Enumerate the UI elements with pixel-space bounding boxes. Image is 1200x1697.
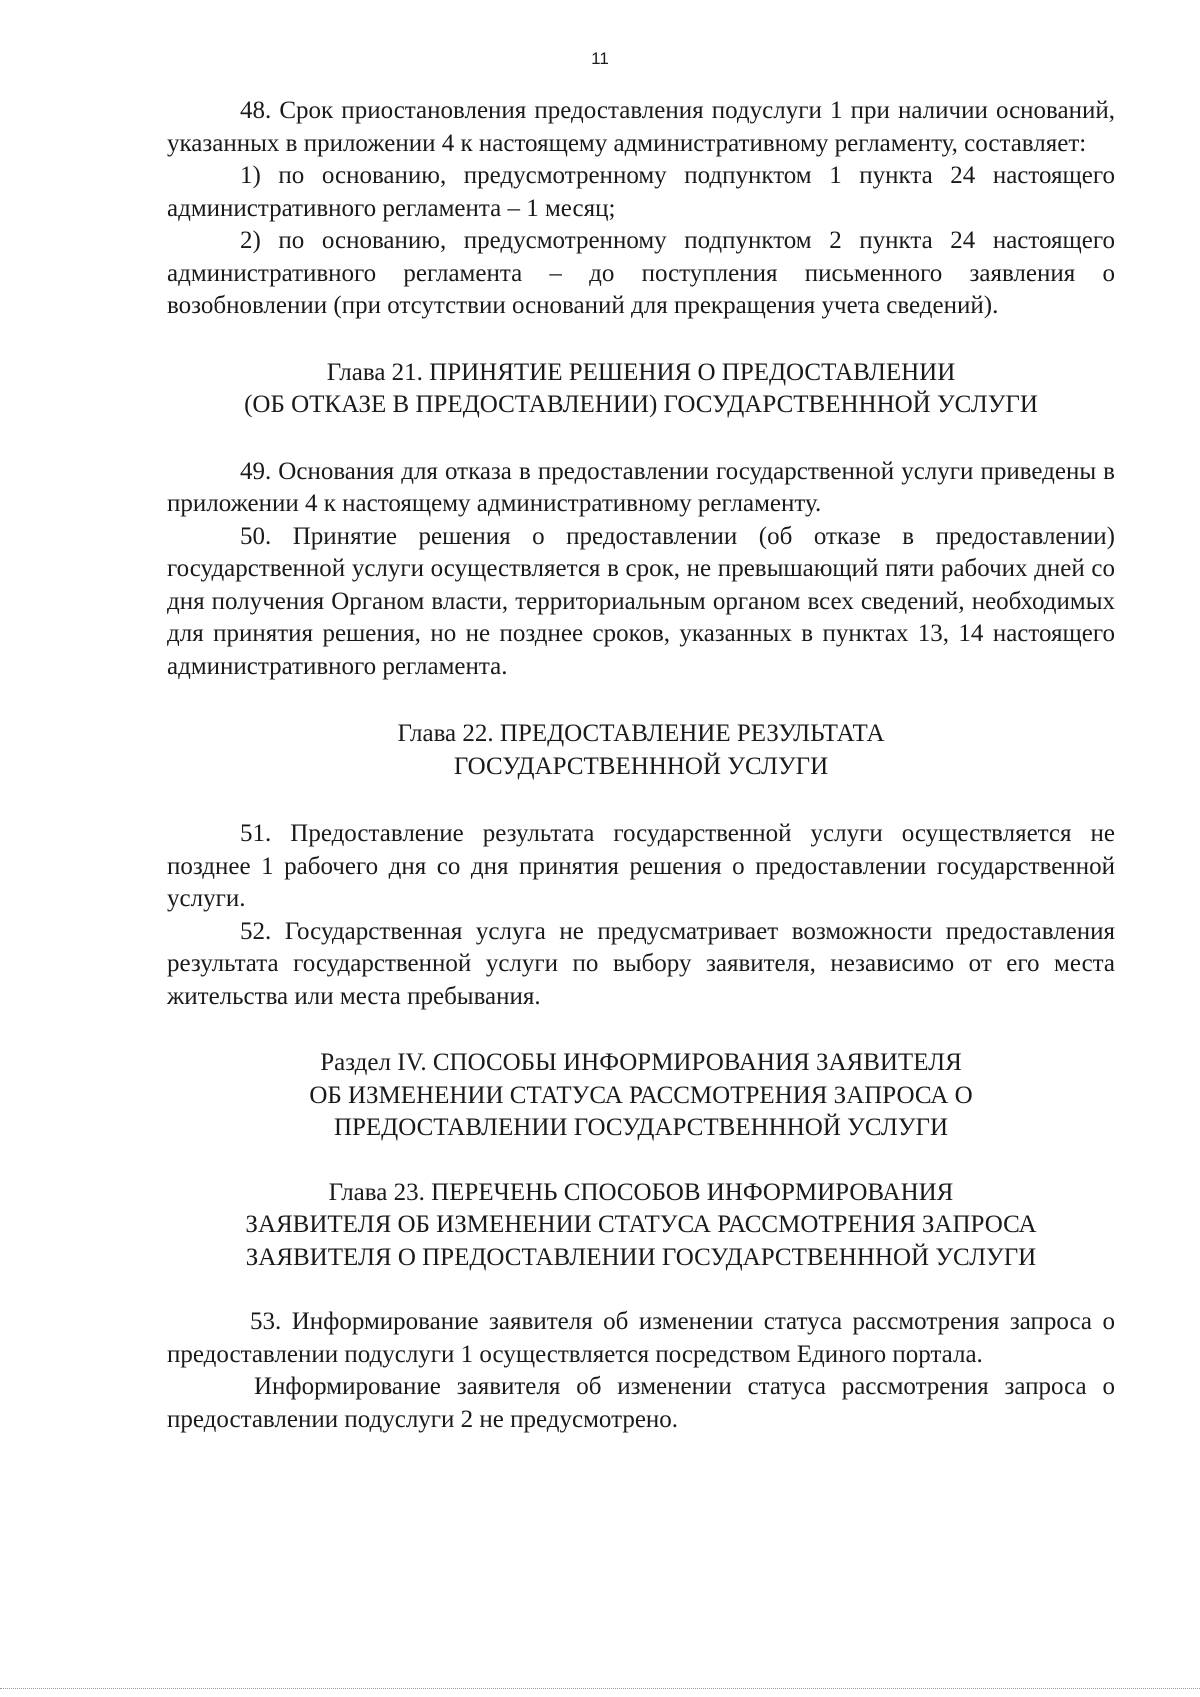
paragraph-53: 53. Информирование заявителя об изменении статуса рассмотрения запроса о предоставлении подуслуги 1 осуществляется посредством Единого портала. bbox=[167, 1308, 1115, 1368]
page-bottom-rule bbox=[0, 1688, 1200, 1689]
heading-line: ЗАЯВИТЕЛЯ О ПРЕДОСТАВЛЕНИИ ГОСУДАРСТВЕНННОЙ УСЛУГИ bbox=[245, 1243, 1037, 1271]
heading-line: Глава 23. ПЕРЕЧЕНЬ СПОСОБОВ ИНФОРМИРОВАНИЯ bbox=[328, 1178, 954, 1206]
heading-line: Глава 21. ПРИНЯТИЕ РЕШЕНИЯ О ПРЕДОСТАВЛЕНИИ bbox=[326, 358, 956, 386]
heading-line: ГОСУДАРСТВЕНННОЙ УСЛУГИ bbox=[453, 752, 829, 780]
heading-line: ОБ ИЗМЕНЕНИИ СТАТУСА РАССМОТРЕНИЯ ЗАПРОСА О bbox=[309, 1081, 973, 1109]
paragraph-51: 51. Предоставление результата государственной услуги осуществляется не позднее 1 рабочего дня со дня принятия решения о предоставлении государственной услуги. bbox=[167, 820, 1115, 912]
heading-line: ПРЕДОСТАВЛЕНИИ ГОСУДАРСТВЕНННОЙ УСЛУГИ bbox=[333, 1114, 949, 1141]
paragraph-48-item-1: 1) по основанию, предусмотренному подпунктом 1 пункта 24 настоящего административного регламента – 1 месяц; bbox=[167, 162, 1115, 222]
page-number: 11 bbox=[591, 49, 609, 68]
paragraph-50: 50. Принятие решения о предоставлении (об отказе в предоставлении) государственной услуги осуществляется в срок, не превышающий пяти рабочих дней со дня получения Органом власти, территориальным органом всех сведений, необходимых для принятия решения, но не позднее сроков, указанных в пунктах 13, 14 настоящего административного регламента. bbox=[167, 522, 1115, 680]
heading-line: Раздел IV. СПОСОБЫ ИНФОРМИРОВАНИЯ ЗАЯВИТЕЛЯ bbox=[320, 1049, 962, 1076]
paragraph-49: 49. Основания для отказа в предоставлении государственной услуги приведены в приложении 4 к настоящему административному регламенту. bbox=[167, 457, 1115, 517]
paragraph-48-item-2: 2) по основанию, предусмотренному подпунктом 2 пункта 24 настоящего административного регламента – до поступления письменного заявления о возобновлении (при отсутствии оснований для прекращения учета сведений). bbox=[167, 227, 1115, 319]
heading-line: ЗАЯВИТЕЛЯ ОБ ИЗМЕНЕНИИ СТАТУСА РАССМОТРЕНИЯ ЗАПРОСА bbox=[245, 1211, 1037, 1238]
section-4-heading bbox=[167, 1047, 1115, 1145]
paragraph-52: 52. Государственная услуга не предусматривает возможности предоставления результата государственной услуги по выбору заявителя, независимо от его места жительства или места пребывания. bbox=[167, 917, 1115, 1010]
paragraph-53-continued: Информирование заявителя об изменении статуса рассмотрения запроса о предоставлении подуслуги 2 не предусмотрено. bbox=[167, 1373, 1115, 1433]
chapter-23-heading bbox=[167, 1177, 1115, 1275]
paragraph-48: 48. Срок приостановления предоставления подуслуги 1 при наличии оснований, указанных в приложении 4 к настоящему административному регламенту, составляет: bbox=[167, 97, 1115, 157]
heading-line: (ОБ ОТКАЗЕ В ПРЕДОСТАВЛЕНИИ) ГОСУДАРСТВЕНННОЙ УСЛУГИ bbox=[244, 391, 1038, 418]
chapter-22-heading bbox=[167, 718, 1115, 783]
document-body bbox=[167, 95, 1115, 1436]
heading-line: Глава 22. ПРЕДОСТАВЛЕНИЕ РЕЗУЛЬТАТА bbox=[397, 720, 885, 747]
chapter-21-heading bbox=[167, 357, 1115, 422]
